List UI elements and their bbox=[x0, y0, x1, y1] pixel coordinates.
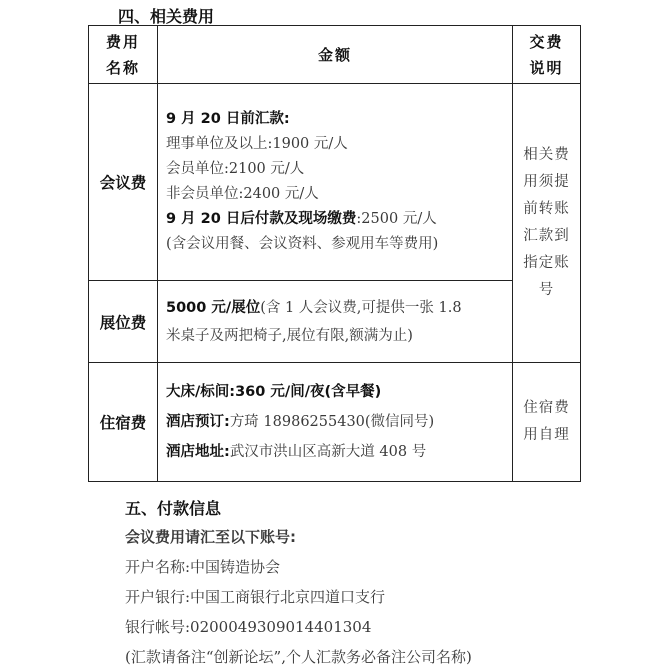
lodging-fee-amount bbox=[158, 363, 513, 482]
booth-desc-line1: (含 1 人会议费,可提供一张 1.8 bbox=[260, 299, 462, 316]
booth-price: 5000 元/展位 bbox=[166, 299, 261, 316]
meeting-before-label: 9 月 20 日前汇款: bbox=[166, 111, 290, 127]
account-name: 开户名称:中国铸造协会 bbox=[125, 558, 281, 576]
meeting-price-late: 9 月 20 日后付款及现场缴费:2500 元/人 bbox=[166, 211, 437, 227]
meeting-fee-name: 会议费 bbox=[89, 84, 158, 281]
account-number: 银行帐号:0200049309014401304 bbox=[125, 618, 372, 636]
meeting-price-nonmember: 非会员单位:2400 元/人 bbox=[166, 186, 319, 202]
meeting-fee-amount bbox=[158, 84, 513, 281]
section-4-title: 四、相关费用 bbox=[118, 7, 215, 26]
header-amount: 金额 bbox=[158, 26, 513, 84]
booth-fee-name: 展位费 bbox=[89, 281, 158, 363]
lodging-fee-name: 住宿费 bbox=[89, 363, 158, 482]
lodging-address: 酒店地址:武汉市洪山区高新大道 408 号 bbox=[166, 444, 427, 460]
table-row-lodging bbox=[89, 363, 581, 482]
fee-table bbox=[88, 25, 581, 482]
meeting-price-council: 理事单位及以上:1900 元/人 bbox=[166, 136, 348, 152]
section-5-title: 五、付款信息 bbox=[125, 499, 222, 518]
table-header-row bbox=[89, 26, 581, 84]
booth-desc-line2: 米桌子及两把椅子,展位有限,额满为止) bbox=[166, 327, 413, 344]
bank-name: 开户银行:中国工商银行北京四道口支行 bbox=[125, 588, 386, 606]
lodging-note: 住宿费 用自理 bbox=[513, 363, 581, 482]
payment-intro: 会议费用请汇至以下账号: bbox=[125, 528, 296, 546]
meeting-price-member: 会员单位:2100 元/人 bbox=[166, 161, 305, 177]
lodging-booking: 酒店预订:方琦 18986255430(微信同号) bbox=[166, 414, 435, 430]
table-row-booth bbox=[89, 281, 581, 363]
lodging-room-price: 大床/标间:360 元/间/夜(含早餐) bbox=[166, 384, 382, 400]
payment-remark: (汇款请备注“创新论坛”,个人汇款务必备注公司名称) bbox=[125, 648, 472, 666]
header-payment-note: 交费 说明 bbox=[513, 26, 581, 84]
header-fee-name: 费用 名称 bbox=[89, 26, 158, 84]
table-row-meeting bbox=[89, 84, 581, 281]
booth-fee-amount bbox=[158, 281, 513, 363]
fee-transfer-note: 相关费 用须提 前转账 汇款到 指定账 号 bbox=[513, 84, 581, 363]
meeting-included: (含会议用餐、会议资料、参观用车等费用) bbox=[166, 236, 439, 252]
